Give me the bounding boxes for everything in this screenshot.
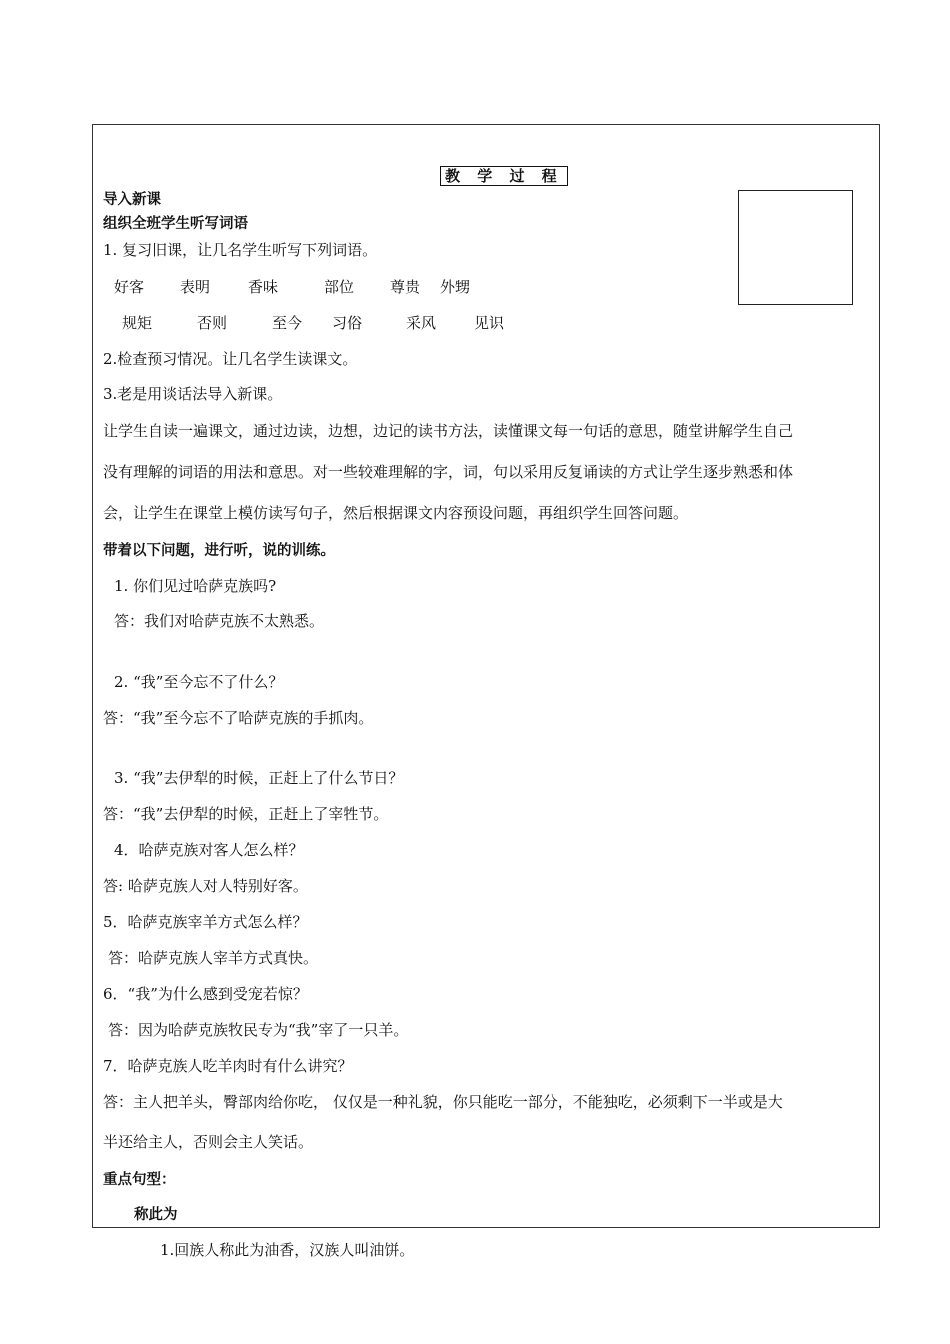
question-3: 3. “我”去伊犁的时候，正赶上了什么节日？ bbox=[114, 769, 404, 787]
word: 香味 bbox=[248, 278, 279, 296]
paragraph-line: 会，让学生在课堂上模仿读写句子，然后根据课文内容预设问题，再组织学生回答问题。 bbox=[103, 504, 689, 522]
word: 至今 bbox=[272, 314, 303, 332]
question-7: 7．哈萨克族人吃羊肉时有什么讲究？ bbox=[103, 1057, 353, 1075]
answer-3: 答：“我”去伊犁的时候，正赶上了宰牲节。 bbox=[103, 805, 389, 823]
paragraph-line: 让学生自读一遍课文，通过边读，边想，边记的读书方法，读懂课文每一句话的意思，随堂讲解学生自己 bbox=[103, 422, 794, 440]
word: 好客 bbox=[114, 278, 145, 296]
answer-7-line-1: 答：主人把羊头，臀部肉给你吃， 仅仅是一种礼貌，你只能吃一部分，不能独吃，必须剩下一半或是大 bbox=[103, 1093, 783, 1111]
question-4: 4．哈萨克族对客人怎么样？ bbox=[114, 841, 304, 859]
question-5: 5．哈萨克族宰羊方式怎么样？ bbox=[103, 913, 308, 931]
answer-6: 答：因为哈萨克族牧民专为“我”宰了一只羊。 bbox=[108, 1021, 409, 1039]
word: 采风 bbox=[406, 314, 437, 332]
step-1: 1. 复习旧课，让几名学生听写下列词语。 bbox=[103, 241, 378, 259]
question-1: 1. 你们见过哈萨克族吗? bbox=[114, 577, 277, 595]
image-placeholder-box bbox=[738, 190, 853, 305]
word: 表明 bbox=[180, 278, 211, 296]
answer-7-line-2: 半还给主人，否则会主人笑话。 bbox=[103, 1133, 314, 1151]
step-3: 3.老是用谈话法导入新课。 bbox=[103, 385, 283, 403]
question-6: 6．“我”为什么感到受宠若惊？ bbox=[103, 985, 308, 1003]
section-heading-training: 带着以下问题，进行听，说的训练。 bbox=[103, 543, 335, 559]
question-2: 2. “我”至今忘不了什么？ bbox=[114, 673, 284, 691]
answer-1: 答：我们对哈萨克族不太熟悉。 bbox=[114, 612, 325, 630]
section-heading-intro: 导入新课 bbox=[103, 192, 161, 208]
sentence-pattern: 称此为 bbox=[134, 1207, 178, 1223]
word: 规矩 bbox=[122, 314, 153, 332]
paragraph-line: 没有理解的词语的用法和意思。对一些较难理解的字，词，句以采用反复诵读的方式让学生逐步熟悉和体 bbox=[103, 463, 794, 481]
word: 见识 bbox=[474, 314, 505, 332]
word: 习俗 bbox=[332, 314, 363, 332]
word: 尊贵 bbox=[390, 278, 421, 296]
page-title: 教 学 过 程 bbox=[440, 166, 568, 186]
section-heading-dictation: 组织全班学生听写词语 bbox=[103, 216, 248, 232]
word: 否则 bbox=[197, 314, 228, 332]
section-heading-key-sentences: 重点句型： bbox=[103, 1172, 176, 1188]
word: 部位 bbox=[324, 278, 355, 296]
example-sentence-1: 1.回族人称此为油香，汉族人叫油饼。 bbox=[160, 1241, 415, 1259]
answer-4: 答: 哈萨克族人对人特别好客。 bbox=[103, 877, 308, 895]
answer-2: 答：“我”至今忘不了哈萨克族的手抓肉。 bbox=[103, 709, 374, 727]
word: 外甥 bbox=[440, 278, 471, 296]
step-2: 2.检查预习情况。让几名学生读课文。 bbox=[103, 350, 358, 368]
answer-5: 答：哈萨克族人宰羊方式真快。 bbox=[108, 949, 319, 967]
